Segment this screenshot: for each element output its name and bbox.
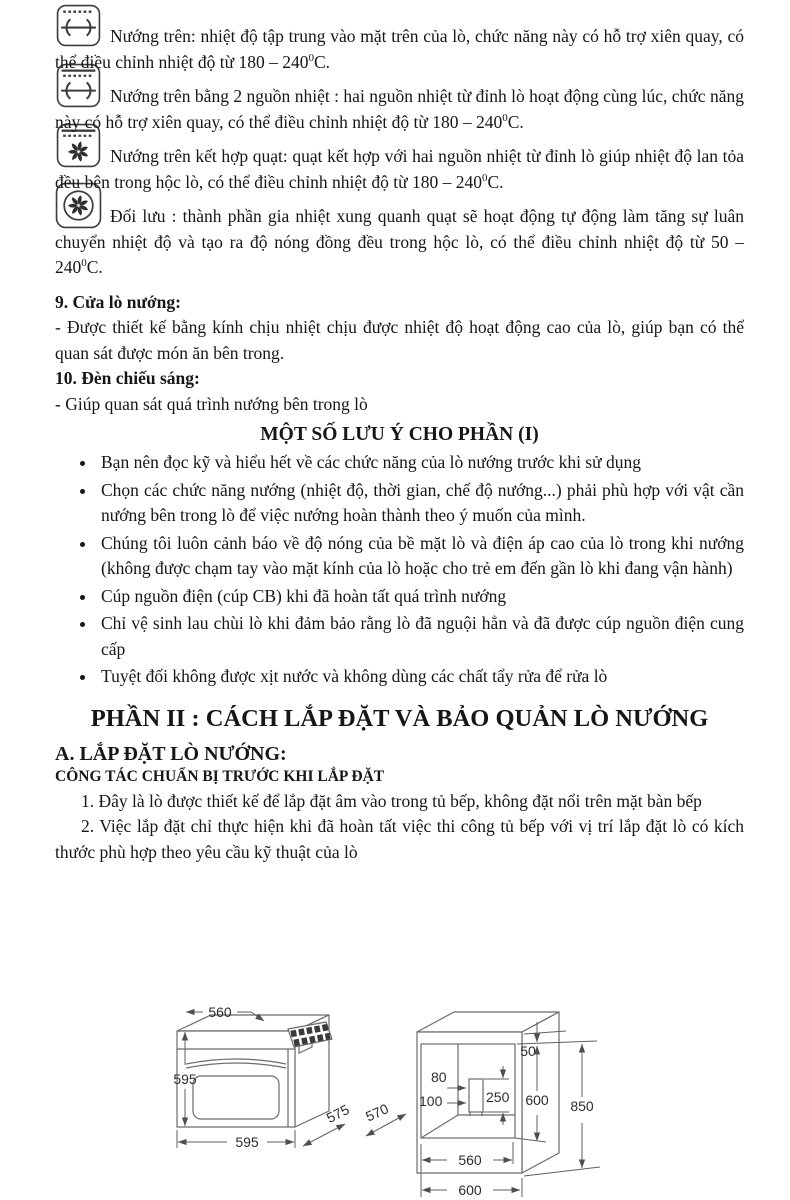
list-item: • Cúp nguồn điện (cúp CB) khi đã hoàn tất quá trình nướng: [97, 584, 744, 610]
degree-sup: 0: [502, 111, 508, 124]
section-a-heading: A. LẮP ĐẶT LÒ NƯỚNG:: [55, 742, 287, 765]
section-9-title: 9. Cửa lò nướng:: [55, 291, 181, 312]
section-10-title: 10. Đèn chiếu sáng:: [55, 368, 200, 388]
part2-heading: PHẦN II : CÁCH LẮP ĐẶT VÀ BẢO QUẢN LÒ NƯỚNG: [90, 704, 709, 732]
section-10-body: - Giúp quan sát quá trình nướng bên trong lò: [55, 393, 368, 414]
install-step-1: 1. Đây là lò được thiết kế để lắp đặt âm vào trong tủ bếp, không đặt nổi trên mặt bàn bếp: [81, 790, 702, 811]
degree-sup: 0: [308, 51, 314, 64]
cabinet-depth-label: 570: [363, 1100, 391, 1125]
top-gap-label: 50: [520, 1043, 536, 1059]
list-item: • Chọn các chức năng nướng (nhiệt độ, thời gian, chế độ nướng...) phải phù hợp với vật cần nướng bên trong lò để việc nướng hoàn thành theo ý muốn của mình.: [97, 478, 744, 529]
function-text: Nướng trên kết hợp quạt: quạt kết hợp với hai nguồn nhiệt từ đỉnh lò giúp nhiệt độ lan tỏa đều bên trong hộc lò, có thể điều chỉnh nhiệt độ từ 180 – 240: [55, 146, 744, 192]
oven-height-label: 595: [173, 1071, 197, 1087]
niche-height-label: 600: [525, 1092, 549, 1108]
degree-sup: 0: [481, 171, 488, 184]
section-9-body: - Được thiết kế bằng kính chịu nhiệt chịu được nhiệt độ hoạt động cao của lò, giúp bạn có thể quan sát được món ăn bên trong.: [55, 317, 744, 363]
niche-width-label: 560: [458, 1152, 482, 1168]
function-text: Nướng trên bằng 2 nguồn nhiệt : hai nguồn nhiệt từ đỉnh lò hoạt động cùng lúc, chức năng này có hỗ trợ xiên quay, có thể điều chỉnh nhiệt độ từ 180 – 240: [55, 86, 744, 132]
notes-heading: MỘT SỐ LƯU Ý CHO PHẦN (I): [260, 424, 539, 445]
install-step-2: 2. Việc lắp đặt chỉ thực hiện khi đã hoàn tất việc thi công tủ bếp với vị trí lắp đặt lò có kích thước phù hợp theo yêu cầu kỹ thuật của lò: [55, 816, 744, 862]
oven-drawing: [177, 1015, 332, 1127]
function-text-end: C.: [487, 171, 504, 192]
oven-depth-label: 575: [323, 1101, 352, 1126]
hole-width-label: 80: [431, 1069, 447, 1085]
top-heating-icon: [55, 2, 102, 49]
function-paragraph-double-top-heating: [55, 84, 744, 135]
function-text: Nướng trên: nhiệt độ tập trung vào mặt trên của lò, chức năng này có hỗ trợ xiên quay, có thể điều chỉnh nhiệt độ từ 180 – 240: [55, 26, 744, 72]
hole-height-label: 250: [486, 1089, 510, 1105]
oven-top-width-label: 560: [208, 1004, 232, 1020]
preparation-subheading: CÔNG TÁC CHUẨN BỊ TRƯỚC KHI LẮP ĐẶT: [55, 767, 385, 785]
list-item: • Tuyệt đối không được xịt nước và không dùng các chất tẩy rửa để rửa lò: [97, 664, 744, 690]
function-paragraph-convection: [55, 204, 744, 281]
function-text-end: C.: [507, 111, 524, 132]
notes-list: [55, 450, 744, 690]
installation-diagram: [0, 1003, 790, 1200]
function-text-end: C.: [86, 257, 103, 277]
oven-bottom-width-label: 595: [235, 1134, 259, 1150]
hole-offset-label: 100: [419, 1093, 443, 1109]
degree-sup: 0: [81, 257, 87, 270]
function-paragraph-top-heating: [55, 24, 744, 75]
list-item: • Chúng tôi luôn cảnh báo về độ nóng của bề mặt lò và điện áp cao của lò trong khi nướng (không được chạm tay vào mặt kính của lò hoặc cho trẻ em đến gần lò khi đang vận hành): [97, 531, 744, 582]
function-paragraph-top-heating-fan: [55, 144, 744, 195]
list-item: • Bạn nên đọc kỹ và hiểu hết về các chức năng của lò nướng trước khi sử dụng: [97, 450, 744, 476]
function-text-end: C.: [313, 51, 331, 72]
function-text: Đối lưu : thành phần gia nhiệt xung quanh quạt sẽ hoạt động tự động làm tăng sự luân chuyển nhiệt độ và tạo ra độ nóng đồng đều trong hộc lò, có thể điều chỉnh nhiệt độ từ 50 – 240: [55, 206, 744, 277]
total-height-label: 850: [570, 1098, 594, 1114]
cabinet-width-label: 600: [458, 1182, 482, 1198]
list-item: • Chỉ vệ sinh lau chùi lò khi đảm bảo rằng lò đã nguội hẳn và đã được cúp nguồn điện cung cấp: [97, 611, 744, 662]
